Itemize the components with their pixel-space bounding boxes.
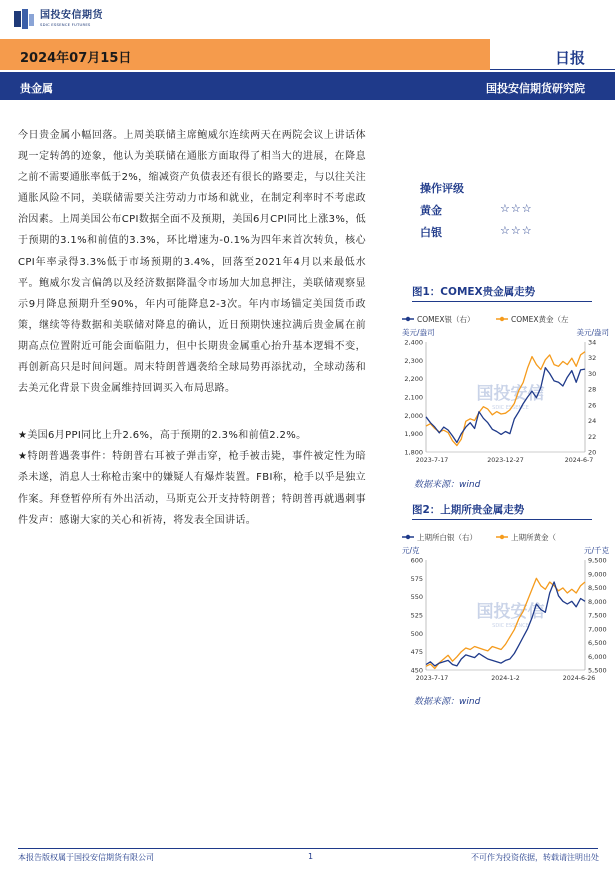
figure-1-chart bbox=[398, 312, 613, 470]
report-category: 贵金属 bbox=[20, 82, 53, 95]
left-tick-label: 2,200 bbox=[404, 375, 423, 384]
x-tick-label: 2024-6-26 bbox=[562, 675, 596, 682]
figure-2-chart bbox=[398, 530, 613, 688]
watermark-text: 国投安信 bbox=[476, 384, 545, 404]
operation-rating bbox=[420, 180, 590, 240]
left-axis-unit: 元/克 bbox=[402, 546, 420, 555]
body-paragraph: 今日贵金属小幅回落。上周美联储主席鲍威尔连续两天在两院会议上讲话体现一定转鸽的迹象，他认为美联储在通胀方面取得了相当大的进展，在降息之前不需要通胀率低于2%，缩减资产负债表还有很长的路要走，与以往关注通胀风险不同，美联储需要关注劳动力市场和就业，在制定利率时不考虑政治因素。上周美国公布CPI数据全面不及预期，美国6月CPI同比上涨3%，低于预期的3.1%和前值的3.3%，环比增速为-0.1%为四年来首次转负，核心CPI年率录得3.3%低于市场预期的3.4%，回落至2021年4月以来最低水平。鲍威尔发言偏鸽以及经济数据降温令市场加大加息押注，美联储观察显示9月降息预期升至90%，年内可能降息2-3次。年内市场锚定美国货币政策，继续等待数据和美联储对降息的确认，近日预期快速拉满后贵金属在前期高点位置附近可能会面临阻力，但中长期贵金属重心抬升基本逻辑不变，再创新高只是时间问题。周末特朗普遇袭给全球局势再添扰动，全球动荡和去美元化背景下贵金属维持回调买入布局思路。 bbox=[18, 130, 366, 395]
legend-label: 上期所黄金（ bbox=[511, 533, 556, 542]
right-tick-label: 28 bbox=[588, 385, 597, 394]
body-paragraph: ★美国6月PPI同比上升2.6%，高于预期的2.3%和前值2.2%。 bbox=[18, 430, 307, 442]
left-tick-label: 2,000 bbox=[404, 411, 423, 420]
right-tick-label: 9,000 bbox=[588, 570, 607, 579]
watermark-text-en: SDIC ESSENCE bbox=[492, 405, 529, 411]
legend-label: 上期所白银（右） bbox=[417, 533, 477, 542]
right-axis-unit: 元/千克 bbox=[583, 546, 609, 555]
left-tick-label: 2,100 bbox=[404, 393, 423, 402]
legend-label: COMEX银（右） bbox=[417, 315, 475, 324]
right-tick-label: 34 bbox=[588, 338, 597, 347]
right-axis-unit: 美元/盎司 bbox=[576, 328, 609, 337]
footer-divider bbox=[18, 848, 598, 849]
left-tick-label: 450 bbox=[410, 666, 423, 675]
right-tick-label: 8,500 bbox=[588, 584, 607, 592]
figure-1-rule bbox=[412, 301, 592, 302]
left-tick-label: 525 bbox=[410, 611, 423, 620]
watermark-text-en: SDIC ESSENCE bbox=[492, 623, 529, 629]
watermark-text: 国投安信 bbox=[476, 602, 545, 622]
left-axis-unit: 美元/盎司 bbox=[402, 328, 435, 337]
legend-swatch-marker bbox=[406, 317, 410, 321]
right-tick-label: 22 bbox=[588, 432, 597, 441]
right-tick-label: 32 bbox=[588, 354, 597, 363]
legend-swatch-marker bbox=[500, 535, 504, 539]
left-tick-label: 575 bbox=[410, 574, 423, 583]
right-tick-label: 7,000 bbox=[588, 625, 607, 634]
left-tick-label: 1,900 bbox=[404, 430, 423, 439]
figure-2-title: 图2：上期所贵金属走势 bbox=[412, 504, 525, 516]
x-tick-label: 2023-7-17 bbox=[415, 457, 449, 464]
logo-mark-icon bbox=[13, 8, 35, 30]
left-tick-label: 500 bbox=[410, 629, 423, 638]
figure-2-rule bbox=[412, 519, 592, 520]
figure-1-title: 图1：COMEX贵金属走势 bbox=[412, 286, 536, 298]
legend-swatch-marker bbox=[500, 317, 504, 321]
report-date: 2024年07月15日 bbox=[20, 51, 132, 66]
company-logo bbox=[13, 8, 103, 30]
legend-label: COMEX黄金（左 bbox=[511, 315, 569, 324]
figure-2-source: 数据来源：wind bbox=[414, 697, 481, 707]
research-institute: 国投安信期货研究院 bbox=[486, 82, 585, 95]
rating-title: 操作评级 bbox=[420, 182, 464, 195]
left-tick-label: 1,800 bbox=[404, 448, 423, 457]
report-type: 日报 bbox=[554, 49, 585, 67]
body-paragraph: ★特朗普遇袭事件：特朗普右耳被子弹击穿，枪手被击毙，事件被定性为暗杀未遂，消息人士称枪击案中的嫌疑人有爆炸装置。FBI称，枪手以乎是独立作案。拜登暂停所有外出活动，马斯克公开支持特朗普；特朗普再就遇刺事件发声：感谢大家的关心和祈祷，将发表全国讲话。 bbox=[18, 451, 366, 526]
report-body bbox=[18, 125, 366, 531]
right-tick-label: 30 bbox=[588, 369, 597, 378]
footer-copyright: 本报告版权属于国投安信期货有限公司 bbox=[18, 853, 154, 862]
right-tick-label: 5,500 bbox=[588, 666, 607, 675]
right-tick-label: 20 bbox=[588, 448, 597, 457]
figure-1-source: 数据来源：wind bbox=[414, 480, 481, 490]
x-tick-label: 2024-6-7 bbox=[564, 457, 594, 464]
left-tick-label: 2,400 bbox=[404, 338, 423, 347]
page-number: 1 bbox=[308, 852, 314, 861]
right-tick-label: 7,500 bbox=[588, 611, 607, 620]
left-tick-label: 550 bbox=[410, 593, 423, 602]
legend-swatch-marker bbox=[406, 535, 410, 539]
left-tick-label: 2,300 bbox=[404, 356, 423, 365]
right-tick-label: 8,000 bbox=[588, 597, 607, 606]
right-tick-label: 24 bbox=[588, 417, 597, 426]
rating-metal: 黄金 bbox=[420, 204, 442, 217]
x-tick-label: 2023-7-17 bbox=[415, 675, 449, 682]
rating-metal: 白银 bbox=[420, 226, 442, 239]
rating-row bbox=[420, 224, 590, 240]
header-divider bbox=[490, 69, 615, 70]
left-tick-label: 475 bbox=[410, 648, 423, 657]
x-tick-label: 2023-12-27 bbox=[487, 457, 524, 464]
logo-en-text: SDIC ESSENCE FUTURES bbox=[40, 22, 91, 28]
logo-cn-text: 国投安信期货 bbox=[40, 10, 103, 22]
right-tick-label: 6,500 bbox=[588, 639, 607, 647]
right-tick-label: 9,500 bbox=[588, 556, 607, 565]
rating-stars: ☆☆☆ bbox=[500, 202, 533, 215]
x-tick-label: 2024-1-2 bbox=[491, 675, 520, 682]
footer-disclaimer: 不可作为投资依据，转载请注明出处 bbox=[471, 853, 599, 862]
rating-stars: ☆☆☆ bbox=[500, 224, 533, 237]
right-tick-label: 6,000 bbox=[588, 652, 607, 661]
rating-row bbox=[420, 202, 590, 218]
left-tick-label: 600 bbox=[410, 556, 423, 565]
right-tick-label: 26 bbox=[588, 401, 597, 410]
